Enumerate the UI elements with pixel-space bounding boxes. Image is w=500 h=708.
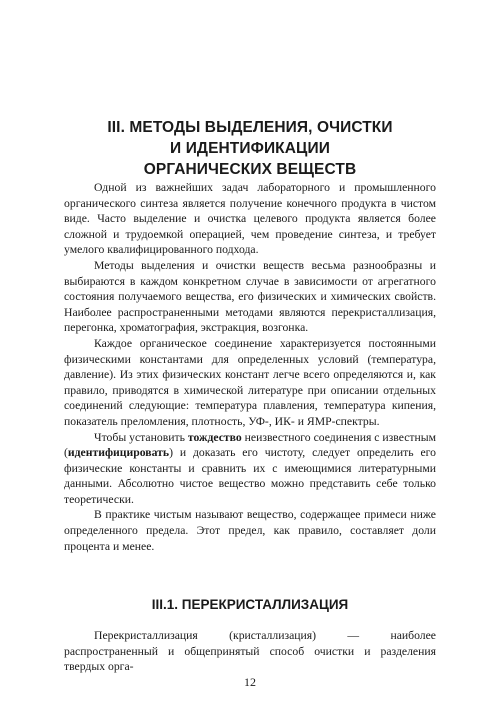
chapter-title-line: ОРГАНИЧЕСКИХ ВЕЩЕСТВ [143, 161, 357, 178]
paragraph-identification [64, 430, 436, 508]
section-title: III.1. ПЕРЕКРИСТАЛЛИЗАЦИЯ [151, 597, 349, 612]
section-body [64, 628, 436, 675]
paragraph-text: неизвестного соединения с известным ( [64, 430, 436, 460]
paragraph-text: Чтобы установить [94, 430, 188, 444]
paragraph-constants: Каждое органическое соединение характеризуется постоянными физическими константами для определенных условий (температура, давление). Из этих физических констант легче всего определяются и, как правило, приводятся в химической литературе при описании отдельных соединений следующие: температура плавления, температура кипения, показатель преломления, плотность, УФ-, ИК- и ЯМР-спектры. [64, 336, 436, 428]
chapter-title-line: III. МЕТОДЫ ВЫДЕЛЕНИЯ, ОЧИСТКИ [107, 119, 393, 136]
paragraph-intro: Одной из важнейших задач лабораторного и промышленного органического синтеза является получение конечного продукта в чистом виде. Часто выделение и очистка целевого продукта является более сложной и трудоемкой операцией, чем проведение синтеза, и требует умелого квалифицированного подхода. [64, 181, 436, 257]
document-page [64, 0, 436, 708]
chapter-title-line: И ИДЕНТИФИКАЦИИ [170, 140, 330, 157]
page-number: 12 [244, 675, 256, 689]
paragraph-recrystallization: Перекристаллизация (кристаллизация) — наиболее распространенный и общепринятый способ очистки и разделения твердых орга- [64, 629, 436, 674]
chapter-body [64, 180, 436, 554]
paragraph-methods: Методы выделения и очистки веществ весьма разнообразны и выбираются в каждом конкретном случае в зависимости от агрегатного состояния получаемого вещества, его физических и химических свойств. Наиболее распространенными методами являются перекристаллизация, перегонка, хроматография, экстракция, возгонка. [64, 258, 436, 335]
emphasis-term: тождество [187, 430, 242, 444]
paragraph-text: ) и доказать его чистоту, следует определить его физические константы и сравнить их с имеющимися литературными данными. Абсолютно чистое вещество можно представить себе только теоретически. [64, 446, 436, 506]
paragraph-purity: В практике чистым называют вещество, содержащее примеси ниже определенного предела. Этот предел, как правило, составляет доли процента и менее. [64, 508, 436, 553]
chapter-title [64, 117, 436, 180]
emphasis-term: идентифицировать [67, 446, 170, 460]
